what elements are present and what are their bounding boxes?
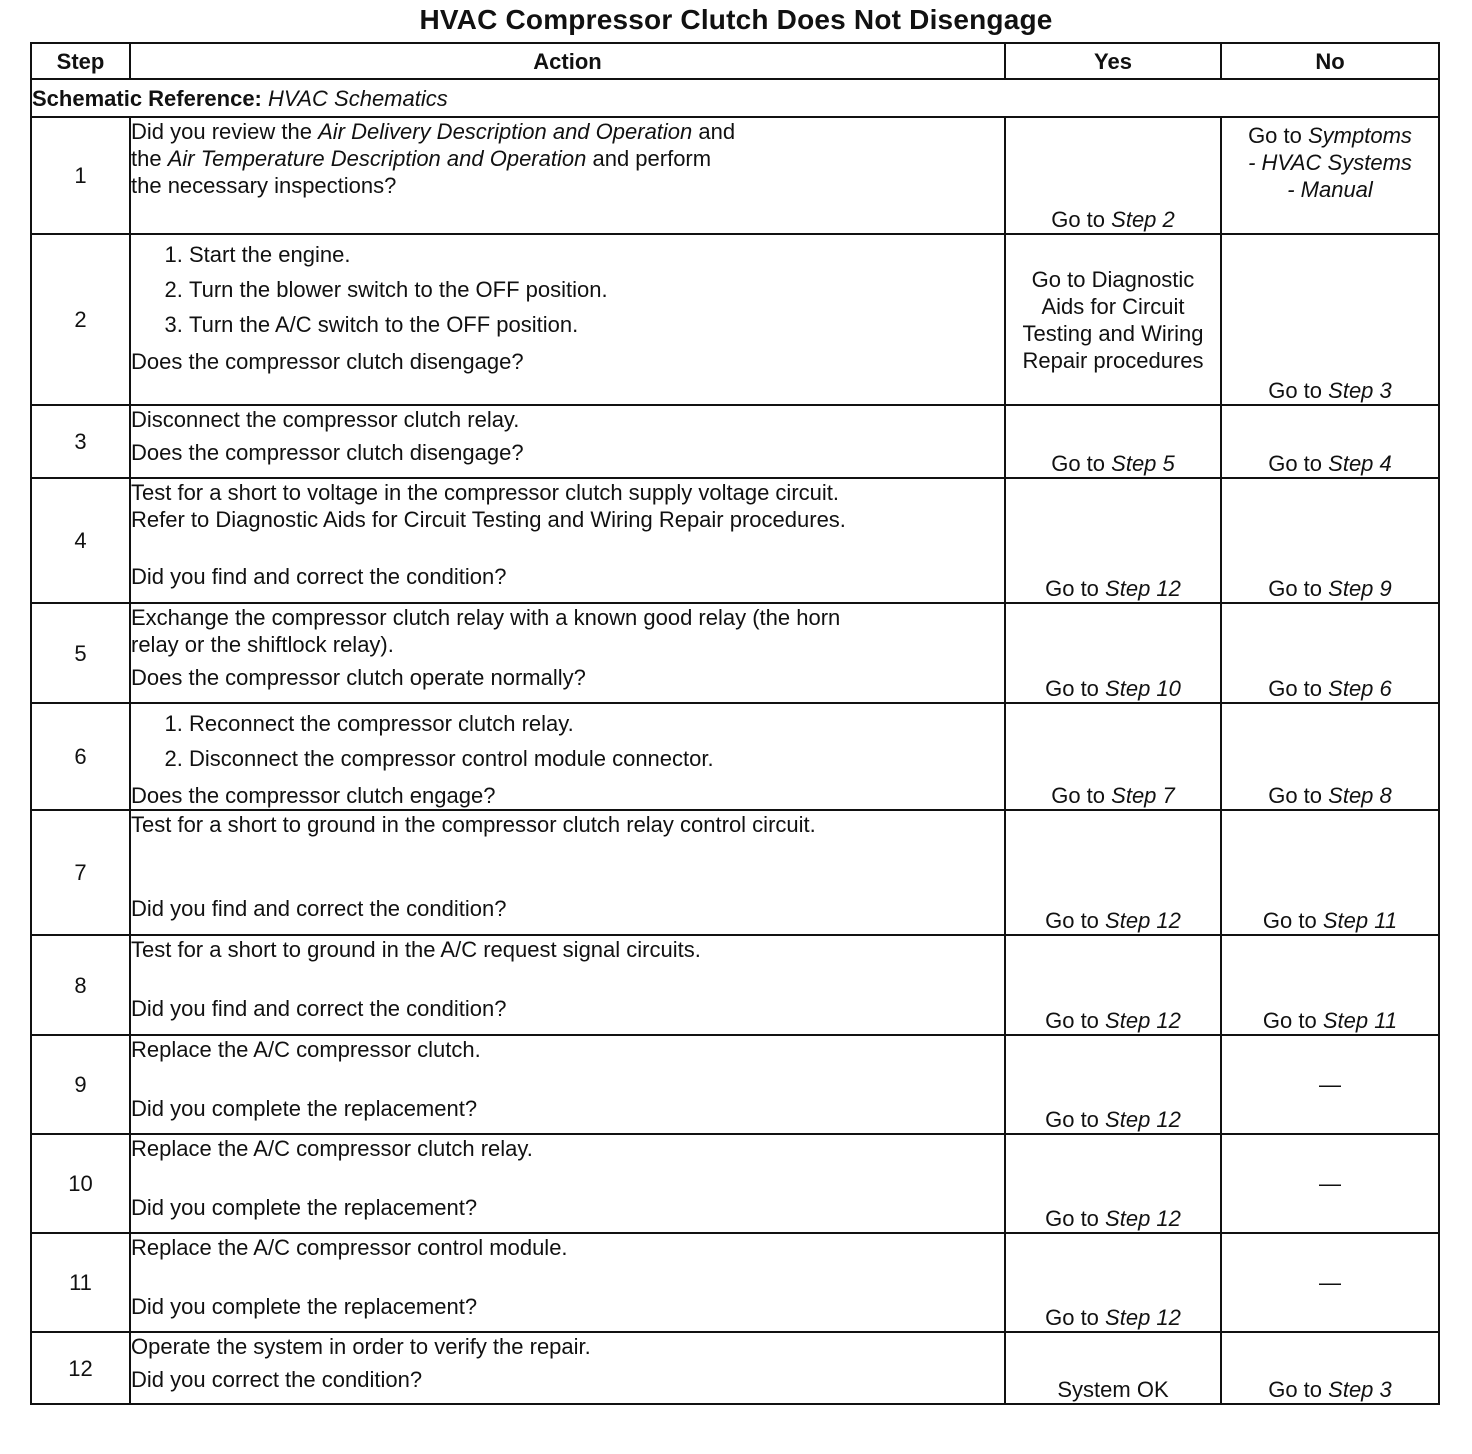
yes-cell: System OK [1005, 1332, 1221, 1404]
page-title: HVAC Compressor Clutch Does Not Disengage [419, 4, 1053, 35]
yes-cell: Go to Step 12 [1005, 810, 1221, 935]
list-item: 3. Turn the A/C switch to the OFF position. [189, 307, 1004, 342]
yes-link[interactable]: Step 5 [1111, 451, 1175, 476]
step-number: 12 [31, 1332, 130, 1404]
action-text: Operate the system in order to verify the repair. [131, 1334, 591, 1359]
action-cell [130, 810, 1005, 935]
action-text: Test for a short to voltage in the compressor clutch supply voltage circuit. [131, 480, 839, 505]
step-number: 4 [31, 478, 130, 603]
step-number: 11 [31, 1233, 130, 1332]
yes-cell: Go to Step 10 [1005, 603, 1221, 703]
action-cell [130, 405, 1005, 478]
step-number: 6 [31, 703, 130, 810]
no-link[interactable]: - Manual [1287, 177, 1373, 202]
no-link[interactable]: Step 3 [1328, 1377, 1392, 1402]
yes-link[interactable]: Repair procedures [1022, 347, 1204, 373]
action-cell [130, 117, 1005, 234]
yes-link[interactable]: Step 7 [1111, 783, 1175, 808]
yes-cell: Go to Step 12 [1005, 1134, 1221, 1233]
no-cell: Go to Step 6 [1221, 603, 1439, 703]
step-number: 9 [31, 1035, 130, 1134]
action-cell [130, 478, 1005, 603]
yes-link[interactable]: Go to Diagnostic [1031, 266, 1195, 292]
no-cell: Go to Step 8 [1221, 703, 1439, 810]
action-link[interactable]: Air Temperature Description and Operation [167, 146, 587, 171]
yes-link[interactable]: Step 12 [1105, 1008, 1181, 1033]
no-link[interactable]: - HVAC Systems [1248, 150, 1412, 175]
action-question: Does the compressor clutch operate normally? [131, 665, 586, 690]
step-number: 3 [31, 405, 130, 478]
yes-link[interactable]: Step 12 [1105, 1107, 1181, 1132]
yes-cell: Go to Step 5 [1005, 405, 1221, 478]
action-question: Does the compressor clutch disengage? [131, 349, 524, 374]
header-yes: Yes [1005, 43, 1221, 79]
table-row [31, 935, 1439, 1035]
schematic-reference-label: Schematic Reference: [32, 85, 262, 111]
table-row [31, 603, 1439, 703]
no-cell: — [1221, 1233, 1439, 1332]
step-number: 10 [31, 1134, 130, 1233]
table-row [31, 234, 1439, 405]
no-link[interactable]: Step 6 [1328, 676, 1392, 701]
action-cell [130, 1233, 1005, 1332]
yes-link[interactable]: Step 10 [1105, 676, 1181, 701]
action-text: Exchange the compressor clutch relay with a known good relay (the horn [131, 605, 841, 630]
no-cell: Go to Step 3 [1221, 234, 1439, 405]
action-cell [130, 603, 1005, 703]
action-cell [130, 935, 1005, 1035]
action-question: Does the compressor clutch disengage? [131, 440, 524, 465]
table-row [31, 1233, 1439, 1332]
action-text: Test for a short to ground in the compressor clutch relay control circuit. [131, 812, 816, 837]
action-question: Did you complete the replacement? [131, 1294, 478, 1319]
yes-link[interactable]: Step 12 [1105, 1305, 1181, 1330]
no-link[interactable]: Step 3 [1328, 378, 1392, 403]
yes-cell: Go to Step 7 [1005, 703, 1221, 810]
no-cell: Go to Step 4 [1221, 405, 1439, 478]
step-number: 7 [31, 810, 130, 935]
action-cell [130, 1332, 1005, 1404]
table-row [31, 1332, 1439, 1404]
schematic-reference-link[interactable]: HVAC Schematics [268, 85, 448, 111]
action-question: Does the compressor clutch engage? [131, 783, 496, 808]
yes-link[interactable]: Step 12 [1105, 576, 1181, 601]
table-row [31, 405, 1439, 478]
no-cell: Go to Step 11 [1221, 810, 1439, 935]
no-cell: Go to Step 3 [1221, 1332, 1439, 1404]
schematic-reference-row [31, 79, 1439, 117]
header-step: Step [31, 43, 130, 79]
action-list [131, 237, 1004, 342]
action-cell [130, 1134, 1005, 1233]
no-link[interactable]: Step 9 [1328, 576, 1392, 601]
yes-cell: Go to Step 12 [1005, 478, 1221, 603]
yes-cell [1005, 234, 1221, 405]
yes-link[interactable]: Step 12 [1105, 1206, 1181, 1231]
table-row [31, 703, 1439, 810]
step-number: 1 [31, 117, 130, 234]
yes-link[interactable]: Testing and Wiring [1022, 320, 1204, 346]
yes-cell: Go to Step 12 [1005, 1035, 1221, 1134]
action-question: Did you complete the replacement? [131, 1096, 478, 1121]
step-number: 5 [31, 603, 130, 703]
action-question: Did you find and correct the condition? [131, 564, 507, 589]
action-question: Did you find and correct the condition? [131, 996, 507, 1021]
no-cell: — [1221, 1134, 1439, 1233]
action-list [131, 706, 1004, 776]
step-number: 8 [31, 935, 130, 1035]
action-question: Did you find and correct the condition? [131, 896, 507, 921]
yes-link[interactable]: Step 12 [1105, 908, 1181, 933]
action-link[interactable]: Air Delivery Description and Operation [318, 119, 693, 144]
action-text: Replace the A/C compressor clutch. [131, 1037, 481, 1062]
action-cell [130, 703, 1005, 810]
action-text: Replace the A/C compressor control module. [131, 1235, 568, 1260]
no-link[interactable]: Step 8 [1328, 783, 1392, 808]
action-text: Did you review the Air Delivery Description and Operation and the Air Temperature Description and Operation and perform the necessary inspections? [131, 119, 736, 198]
yes-cell: Go to Step 2 [1005, 117, 1221, 234]
schematic-reference [31, 79, 1439, 117]
header-no: No [1221, 43, 1439, 79]
action-cell [130, 1035, 1005, 1134]
header-action: Action [130, 43, 1005, 79]
action-text: Disconnect the compressor clutch relay. [131, 407, 520, 432]
action-cell [130, 234, 1005, 405]
yes-cell: Go to Step 12 [1005, 1233, 1221, 1332]
list-item: 1. Reconnect the compressor clutch relay. [189, 706, 1004, 741]
list-item: 2. Disconnect the compressor control module connector. [189, 741, 1004, 776]
action-question: Did you correct the condition? [131, 1367, 423, 1392]
diagnostic-table [30, 42, 1440, 1405]
no-cell: Go to Step 11 [1221, 935, 1439, 1035]
table-row [31, 1035, 1439, 1134]
table-header-row [31, 43, 1439, 79]
no-cell: Go to Step 9 [1221, 478, 1439, 603]
no-cell: Go to Symptoms - HVAC Systems - Manual [1221, 117, 1439, 234]
list-item: 1. Start the engine. [189, 237, 1004, 272]
table-row [31, 478, 1439, 603]
table-row [31, 1134, 1439, 1233]
action-text: Replace the A/C compressor clutch relay. [131, 1136, 533, 1161]
action-text: Test for a short to ground in the A/C request signal circuits. [131, 937, 701, 962]
no-link[interactable]: Step 4 [1328, 451, 1392, 476]
no-cell: — [1221, 1035, 1439, 1134]
table-row [31, 117, 1439, 234]
table-row [31, 810, 1439, 935]
step-number: 2 [31, 234, 130, 405]
yes-link[interactable]: Step 2 [1111, 207, 1175, 232]
no-link[interactable]: Symptoms [1308, 123, 1412, 148]
list-item: 2. Turn the blower switch to the OFF position. [189, 272, 1004, 307]
no-link[interactable]: Step 11 [1322, 1008, 1398, 1033]
action-text: relay or the shiftlock relay). [131, 632, 394, 657]
yes-cell: Go to Step 12 [1005, 935, 1221, 1035]
yes-link[interactable]: Aids for Circuit [1041, 293, 1185, 319]
action-question: Did you complete the replacement? [131, 1195, 478, 1220]
no-link[interactable]: Step 11 [1322, 908, 1398, 933]
action-text: Refer to Diagnostic Aids for Circuit Testing and Wiring Repair procedures. [131, 507, 846, 532]
